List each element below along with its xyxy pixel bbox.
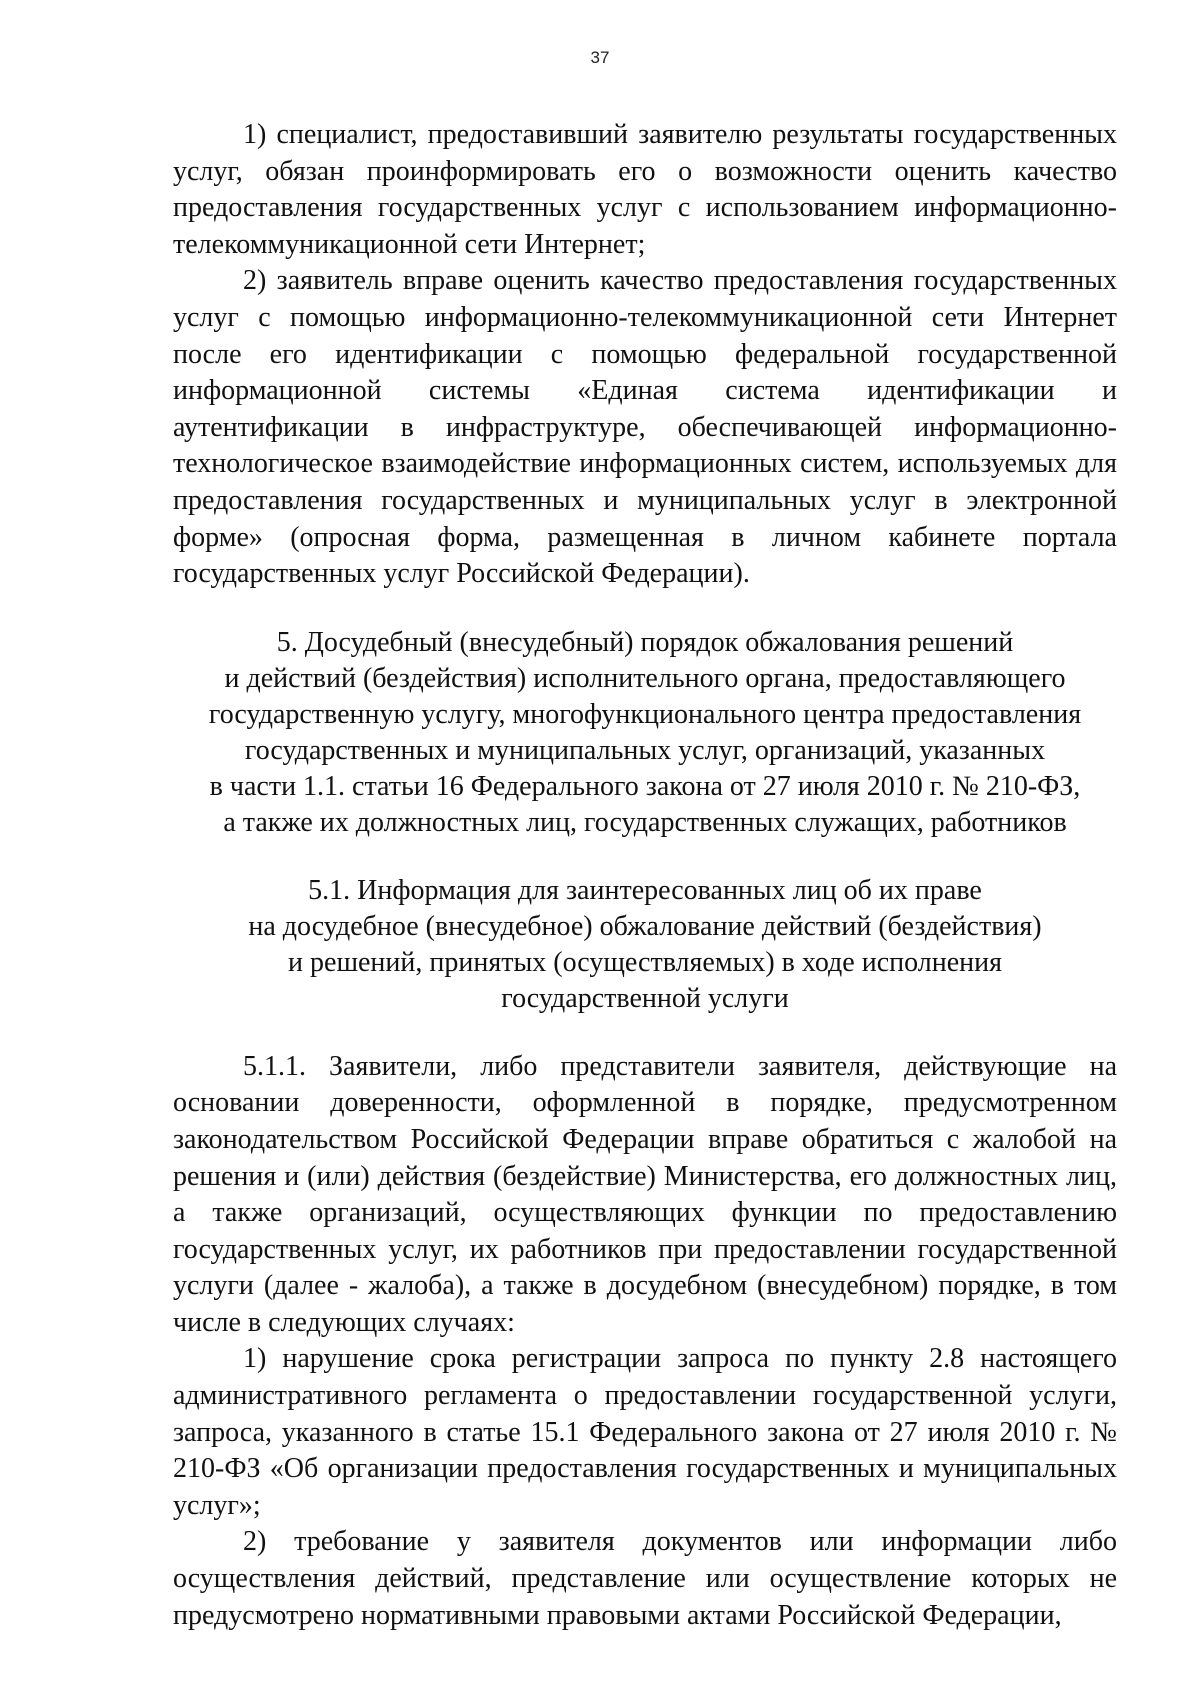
paragraph-item-2: 2) заявитель вправе оценить качество предоставления государственных услуг с помощью информационно-телекоммуникационной сети Интернет после его идентификации с помощью федеральной государственной информационной системы «Единая система идентификации и аутентификации в инфраструктуре, обеспечивающей информационно-технологическое взаимодействие информационных систем, используемых для предоставления государственных и муниципальных услуг в электронной форме» (опросная форма, размещенная в личном кабинете портала государственных услуг Российской Федерации). [173,265,1117,590]
section-heading [173,625,1117,841]
section-heading-line: а также их должностных лиц, государственных служащих, работников [223,806,1067,838]
section-heading-line: в части 1.1. статьи 16 Федерального закона от 27 июля 2010 г. № 210-ФЗ, [209,770,1081,802]
subsection-heading [173,873,1117,1017]
section-heading-line: и действий (бездействия) исполнительного органа, предоставляющего [224,662,1066,694]
document-body [173,117,1117,1634]
subsection-heading-line: 5.1. Информация для заинтересованных лиц об их праве [308,874,982,906]
paragraph-item-1: 1) специалист, предоставивший заявителю результаты государственных услуг, обязан проинформировать его о возможности оценить качество предоставления государственных услуг с использованием информационно-телекоммуникационной сети Интернет; [173,119,1117,260]
section-heading-line: государственную услугу, многофункционального центра предоставления [208,698,1082,730]
list-item-case-2: 2) требование у заявителя документов или информации либо осуществления действий, представление или осуществление которых не предусмотрено нормативными правовыми актами Российской Федерации, [173,1526,1117,1631]
subsection-heading-line: и решений, принятых (осуществляемых) в ходе исполнения [288,946,1002,978]
subsection-heading-line: государственной услуги [501,982,789,1014]
section-heading-line: государственных и муниципальных услуг, организаций, указанных [244,734,1046,766]
list-item-case-1: 1) нарушение срока регистрации запроса по пункту 2.8 настоящего административного регламента о предоставлении государственной услуги, запроса, указанного в статье 15.1 Федерального закона от 27 июля 2010 г. № 210-ФЗ «Об организации предоставления государственных и муниципальных услуг»; [173,1343,1117,1521]
section-heading-line: 5. Досудебный (внесудебный) порядок обжалования решений [276,626,1014,658]
paragraph-5-1-1: 5.1.1. Заявители, либо представители заявителя, действующие на основании доверенности, оформленной в порядке, предусмотренном законодательством Российской Федерации вправе обратиться с жалобой на решения и (или) действия (бездействие) Министерства, его должностных лиц, а также организаций, осуществляющих функции по предоставлению государственных услуг, их работников при предоставлении государственной услуги (далее - жалоба), а также в досудебном (внесудебном) порядке, в том числе в следующих случаях: [173,1050,1117,1338]
subsection-heading-line: на досудебное (внесудебное) обжалование действий (бездействия) [248,910,1042,942]
page-number: 37 [590,48,610,67]
